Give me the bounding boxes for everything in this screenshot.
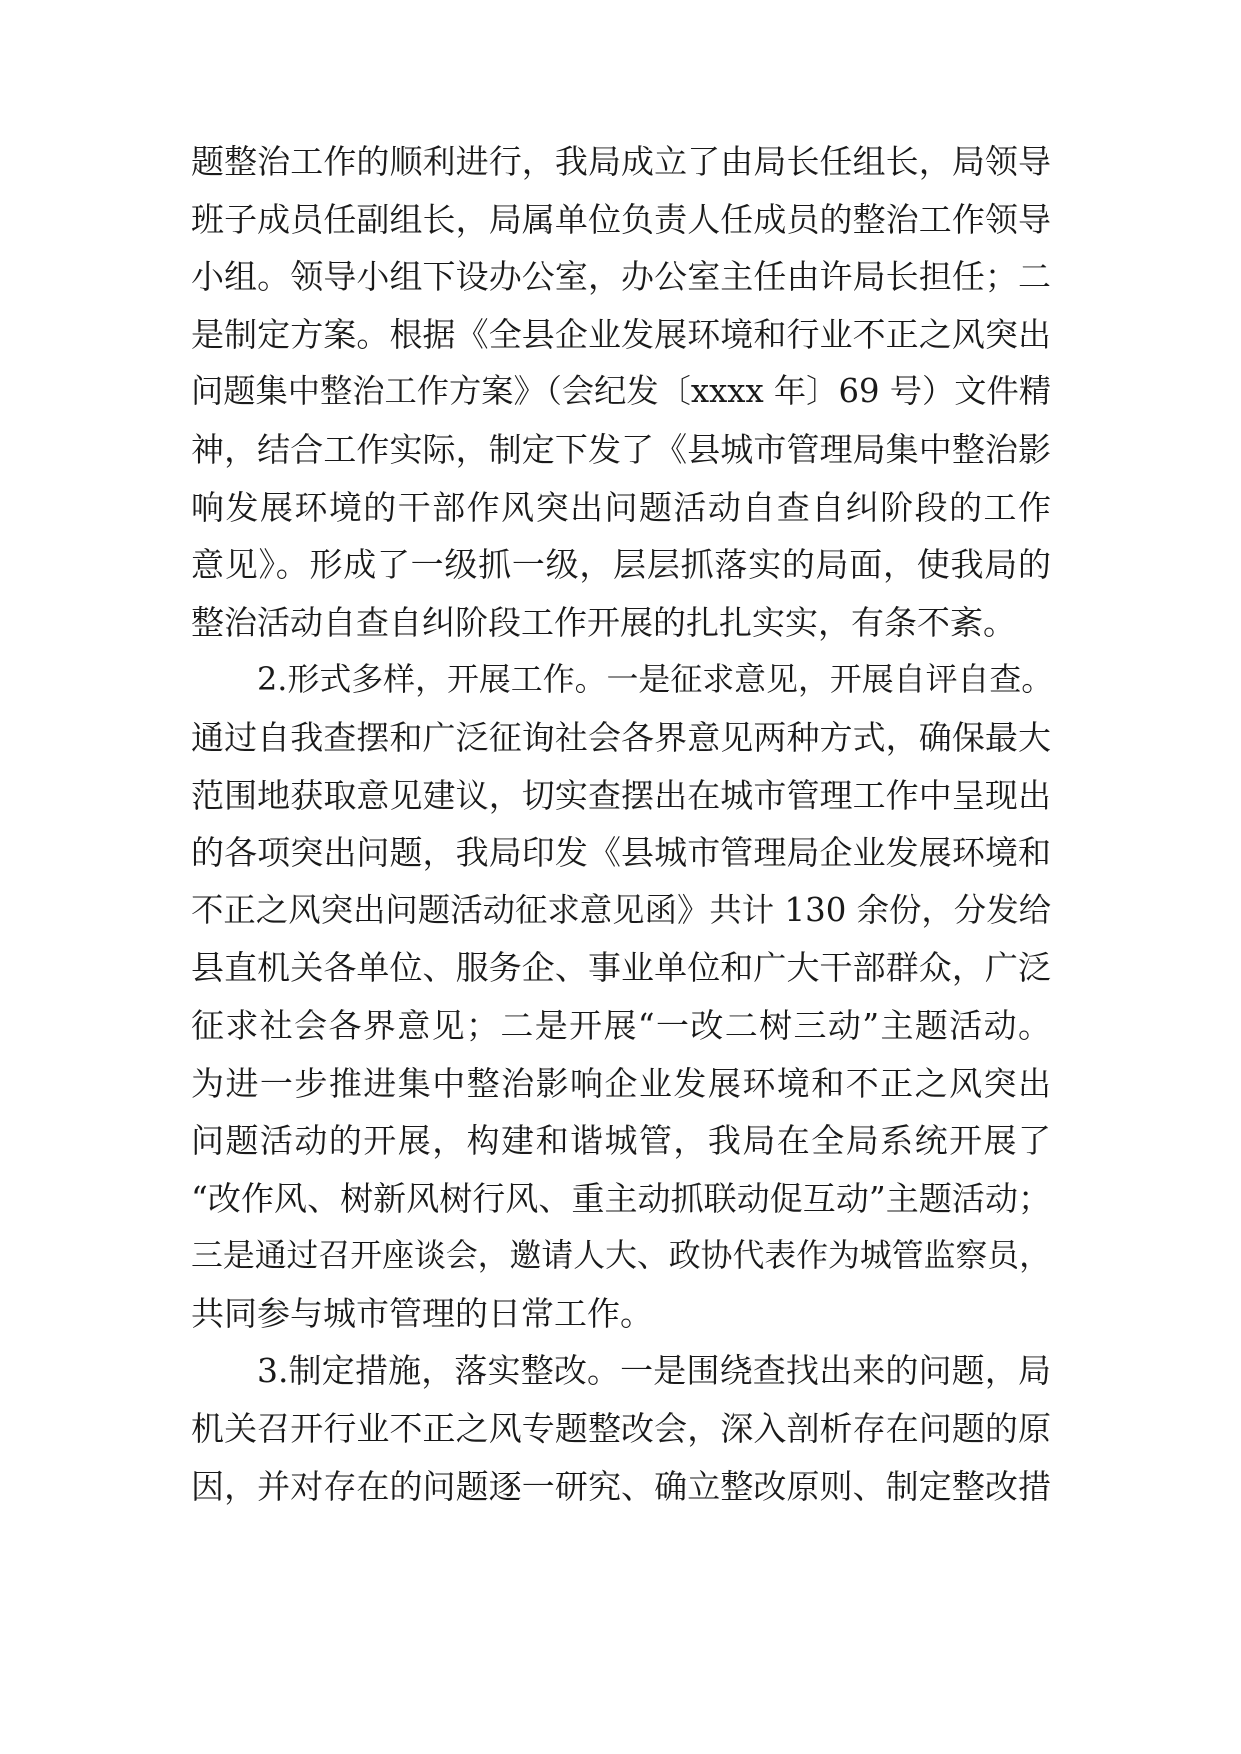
text-line: 征求社会各界意见；二是开展“一改二树三动”主题活动。 [191,1005,1051,1045]
text-line: 问题活动的开展，构建和谐城管，我局在全局系统开展了 [191,1121,1051,1161]
paragraph-2 [191,651,1054,1342]
text-line: 意见》。形成了一级抓一级，层层抓落实的局面，使我局的 [191,545,1051,585]
text-line: 是制定方案。根据《全县企业发展环境和行业不正之风突出 [191,314,1051,354]
text-line: 3.制定措施，落实整改。一是围绕查找出来的问题，局 [257,1351,1051,1391]
text-line: 2.形式多样，开展工作。一是征求意见，开展自评自查。 [257,660,1054,699]
text-line: 整治活动自查自纠阶段工作开展的扎扎实实，有条不紊。 [191,602,1016,642]
paragraph-3 [191,1342,1051,1515]
text-line: 机关召开行业不正之风专题整改会，深入剖析存在问题的原 [191,1409,1051,1449]
text-line: 共同参与城市管理的日常工作。 [191,1293,653,1333]
text-line: 因，并对存在的问题逐一研究、确立整改原则、制定整改措 [191,1466,1051,1506]
document-body [191,133,1054,1515]
text-line: 班子成员任副组长，局属单位负责人任成员的整治工作领导 [191,199,1051,239]
text-line: 不正之风突出问题活动征求意见函》共计 130 余份，分发给 [191,890,1051,929]
text-line: 响发展环境的干部作风突出问题活动自查自纠阶段的工作 [191,487,1051,527]
text-line: “改作风、树新风树行风、重主动抓联动促互动”主题活动； [191,1178,1051,1218]
text-line: 县直机关各单位、服务企、事业单位和广大干部群众，广泛 [191,948,1051,988]
text-line: 问题集中整治工作方案》（会纪发〔xxxx 年〕69 号）文件精 [191,372,1051,411]
text-line: 为进一步推进集中整治影响企业发展环境和不正之风突出 [191,1063,1051,1103]
text-line: 题整治工作的顺利进行，我局成立了由局长任组长，局领导 [191,142,1051,181]
text-line: 神，结合工作实际，制定下发了《县城市管理局集中整治影 [191,429,1051,469]
text-line: 通过自我查摆和广泛征询社会各界意见两种方式，确保最大 [191,717,1051,757]
text-line: 范围地获取意见建议，切实查摆出在城市管理工作中呈现出 [191,775,1051,815]
paragraph-1 [191,133,1051,651]
text-line: 的各项突出问题，我局印发《县城市管理局企业发展环境和 [191,833,1051,873]
text-line: 三是通过召开座谈会，邀请人大、政协代表作为城管监察员， [191,1236,1051,1275]
text-line: 小组。领导小组下设办公室，办公室主任由许局长担任；二 [191,257,1051,297]
